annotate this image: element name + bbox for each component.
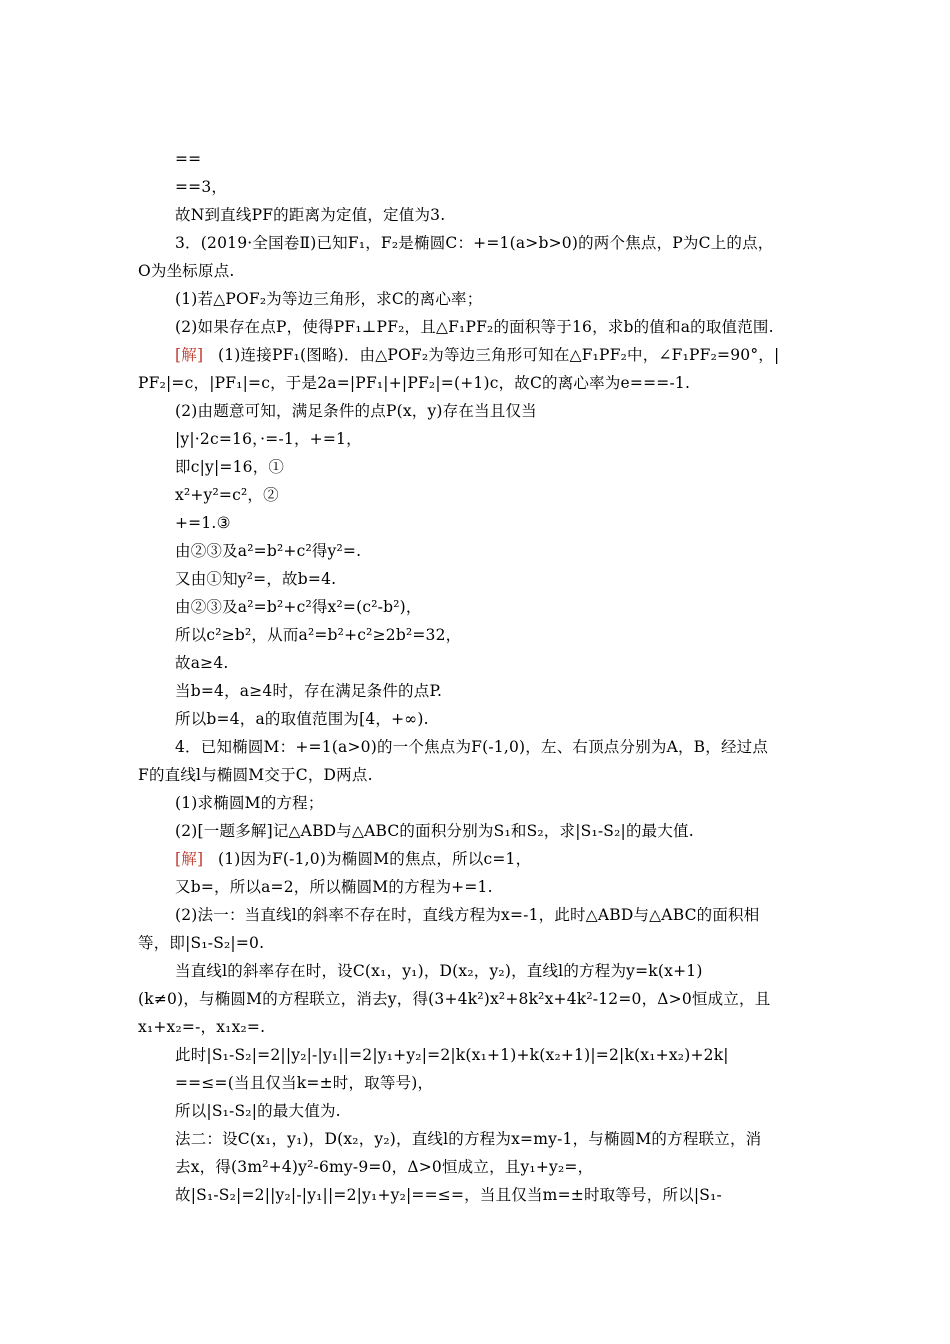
text-line: 此时|S₁-S₂|=2||y₂|-|y₁||=2|y₁+y₂|=2|k(x₁+1)+k(x₂+1)|=2|k(x₁+x₂)+2k| [175,1046,729,1064]
text-line: 等，即|S₁-S₂|=0. [138,934,265,952]
problem-4-statement: 4．已知椭圆M：+=1(a>0)的一个焦点为F(-1,0)，左、右顶点分别为A，B，经过点 [175,738,769,756]
problem-3-statement: 3．(2019·全国卷Ⅱ)已知F₁，F₂是椭圆C：+=1(a>b>0)的两个焦点，P为C上的点， [175,234,774,252]
text-line: 故N到直线PF的距离为定值，定值为3. [175,206,446,224]
text-line: 所以|S₁-S₂|的最大值为. [175,1102,341,1120]
question-2: (2)[一题多解]记△ABD与△ABC的面积分别为S₁和S₂，求|S₁-S₂|的最大值. [175,822,694,840]
text-line: == [175,150,202,168]
text-line: 故|S₁-S₂|=2||y₂|-|y₁||=2|y₁+y₂|==≤=，当且仅当m=±时取等号，所以|S₁- [175,1186,722,1204]
text-line: ==3， [175,178,228,196]
text-line: PF₂|=c，|PF₁|=c，于是2a=|PF₁|+|PF₂|=(+1)c，故C的离心率为e===-1. [138,374,691,392]
text-line: 又b=，所以a=2，所以椭圆M的方程为+=1. [175,878,493,896]
text-line: 由②③及a²=b²+c²得x²=(c²-b²)， [175,598,422,616]
text-line: 所以b=4，a的取值范围为[4，+∞). [175,710,429,728]
text-line: +=1.③ [175,514,231,532]
text-line: (2)法一：当直线l的斜率不存在时，直线方程为x=-1，此时△ABD与△ABC的面积相 [175,906,760,924]
question-2: (2)如果存在点P，使得PF₁⊥PF₂，且△F₁PF₂的面积等于16，求b的值和a的取值范围. [175,318,774,336]
text-line: O为坐标原点. [138,262,235,280]
text-line: (2)由题意可知，满足条件的点P(x，y)存在当且仅当 [175,402,537,420]
text-line: ==≤=(当且仅当k=±时，取等号)， [175,1074,434,1092]
question-1: (1)求椭圆M的方程； [175,794,324,812]
text-line: x₁+x₂=-，x₁x₂=. [138,1018,266,1036]
text-line: (k≠0)，与椭圆M的方程联立，消去y，得(3+4k²)x²+8k²x+4k²-12=0，Δ>0恒成立，且 [138,990,771,1008]
text-line: 去x，得(3m²+4)y²-6my-9=0，Δ>0恒成立，且y₁+y₂=， [175,1158,594,1176]
text-line: x²+y²=c²，② [175,486,279,504]
text-line: 所以c²≥b²，从而a²=b²+c²≥2b²=32， [175,626,462,644]
text-line: 即c|y|=16，① [175,458,285,476]
text-line: 又由①知y²=，故b=4. [175,570,337,588]
text-line: F的直线l与椭圆M交于C，D两点. [138,766,373,784]
solution-tag: [解] [175,346,204,364]
text-line: 法二：设C(x₁，y₁)，D(x₂，y₂)，直线l的方程为x=my-1，与椭圆M的方程联立，消 [175,1130,762,1148]
text-line: 故a≥4. [175,654,229,672]
text-line: |y|·2c=16，·=-1，+=1， [175,430,362,448]
solution-tag: [解] [175,850,204,868]
text-line: 当直线l的斜率存在时，设C(x₁，y₁)，D(x₂，y₂)，直线l的方程为y=k(x+1) [175,962,703,980]
text-line: (1)因为F(-1,0)为椭圆M的焦点，所以c=1， [218,850,532,868]
text-line: 当b=4，a≥4时，存在满足条件的点P. [175,682,443,700]
question-1: (1)若△POF₂为等边三角形，求C的离心率； [175,290,483,308]
text-line: 由②③及a²=b²+c²得y²=. [175,542,362,560]
text-line: (1)连接PF₁(图略)．由△POF₂为等边三角形可知在△F₁PF₂中，∠F₁PF₂=90°，| [218,346,780,364]
